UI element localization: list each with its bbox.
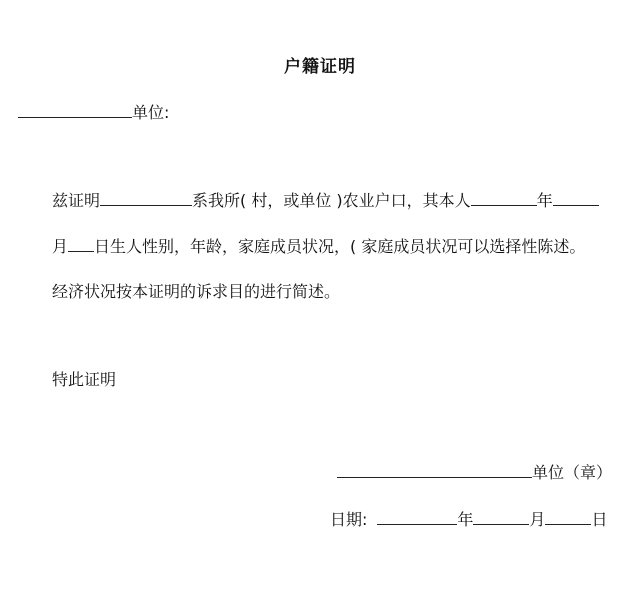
date-year-blank xyxy=(377,507,457,525)
paragraph-line-1 xyxy=(52,188,599,212)
birth-year-blank xyxy=(471,188,537,206)
paragraph-line-2 xyxy=(52,234,585,258)
addressee-suffix: 单位: xyxy=(132,103,170,122)
para1-text-3: 年 xyxy=(536,191,553,210)
date-month-blank xyxy=(473,507,529,525)
para1-text-2: 系我所( 村，或单位 )农业户口，其本人 xyxy=(192,191,471,210)
date-line xyxy=(330,507,607,531)
date-day-label: 日 xyxy=(591,510,608,529)
closing-text: 特此证明 xyxy=(52,370,117,389)
date-year-label: 年 xyxy=(457,510,474,529)
date-day-blank xyxy=(545,507,591,525)
date-label: 日期: xyxy=(330,510,368,529)
signature-line xyxy=(337,460,612,484)
name-blank xyxy=(100,188,192,206)
document-title: 户籍证明 xyxy=(284,57,356,77)
birth-month-blank xyxy=(553,188,599,206)
addressee-blank xyxy=(18,100,132,118)
date-month-label: 月 xyxy=(529,510,546,529)
para1-text-1: 兹证明 xyxy=(52,191,101,210)
addressee-line xyxy=(18,100,169,124)
para2-text-1: 月 xyxy=(52,237,69,256)
birth-day-blank xyxy=(68,234,94,252)
para2-text-2: 日生人性别，年龄，家庭成员状况，( 家庭成员状况可以选择性陈述。 xyxy=(94,237,586,256)
signature-blank xyxy=(337,460,532,478)
paragraph-line-3: 经济状况按本证明的诉求目的进行简述。 xyxy=(52,282,341,301)
signature-suffix: 单位（章） xyxy=(532,463,613,482)
